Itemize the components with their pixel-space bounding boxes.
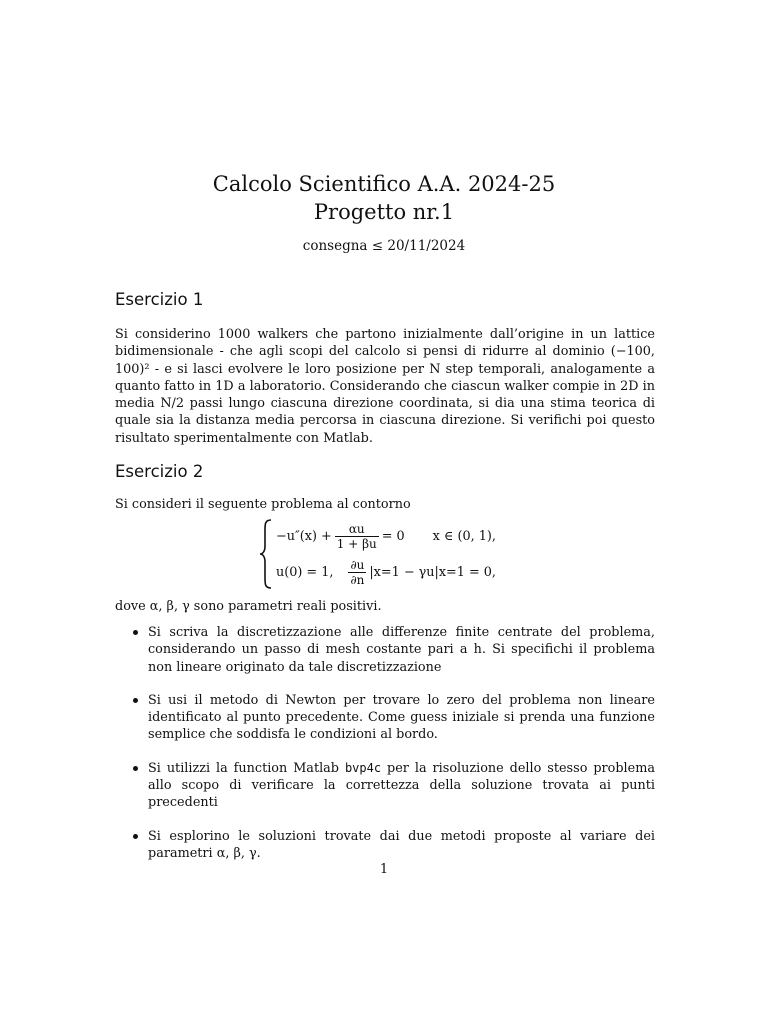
document-title: Calcolo Scientifico A.A. 2024-25 [212, 172, 556, 196]
eq2-frac-denominator: ∂n [350, 573, 365, 587]
bullet-icon [133, 834, 138, 839]
bullet-icon [133, 630, 138, 635]
eq2-rest: |x=1 − γu|x=1 = 0, [369, 565, 496, 580]
eq1-frac-denominator: 1 + βu [336, 537, 377, 551]
title-block [0, 170, 768, 226]
eq1-domain: x ∈ (0, 1), [432, 529, 496, 544]
eq1-frac-numerator: αu [348, 522, 365, 536]
bullet-icon [133, 766, 138, 771]
eq2-lhs: u(0) = 1, [276, 565, 334, 580]
bullet-text: Si esplorino le soluzioni trovate dai due metodi proposte al variare dei parametri α, β, γ. [148, 828, 655, 861]
exercise1-heading: Esercizio 1 [115, 290, 204, 309]
list-item [115, 692, 655, 744]
list-item [115, 828, 655, 863]
page-number: 1 [379, 862, 389, 877]
left-brace-icon [258, 518, 274, 590]
eq1-rhs: = 0 [381, 529, 405, 544]
bullet-text: Si usi il metodo di Newton per trovare lo zero del problema non lineare identificato al punto precedente. Come guess iniziale si prenda una funzione semplice che soddisfa le condizioni al bordo. [148, 692, 655, 743]
document-subtitle: Progetto nr.1 [313, 200, 455, 224]
deadline-line: consegna ≤ 20/11/2024 [302, 238, 466, 254]
exercise2-heading: Esercizio 2 [115, 462, 204, 481]
equation-row-1 [276, 522, 496, 551]
list-item [115, 760, 655, 812]
bullet-text: Si utilizzi la function Matlab [148, 760, 345, 776]
boundary-value-problem [258, 518, 548, 590]
equation-row-2 [276, 558, 496, 587]
code-bvp4c: bvp4c [344, 760, 382, 775]
bullet-icon [133, 698, 138, 703]
eq1-lhs: −u″(x) + [276, 529, 332, 544]
bullet-text-after: per la risoluzione dello stesso problema allo scopo di verificare la correttezza della soluzione trovata ai punti precedenti [148, 760, 655, 811]
eq2-fraction [348, 558, 366, 587]
list-item [115, 624, 655, 676]
bullet-text: Si scriva la discretizzazione alle differenze finite centrate del problema, considerando un passo di mesh costante pari a h. Si specifichi il problema non lineare originato da tale discretizzazione [148, 625, 655, 675]
task-list [115, 624, 655, 878]
eq1-fraction [335, 522, 379, 551]
exercise2-intro: Si consideri il seguente problema al contorno [115, 497, 411, 512]
parameters-text: dove α, β, γ sono parametri reali positivi. [115, 599, 382, 614]
eq2-frac-numerator: ∂u [350, 558, 365, 572]
exercise1-text: Si considerino 1000 walkers che partono inizialmente dall’origine in un lattice bidimensionale - che agli scopi del calcolo si pensi di ridurre al dominio (−100, 100)² - e si lasci evolvere le loro posizione per N step temporali, analogamente a quanto fatto in 1D a laboratorio. Considerando che ciascun walker compie in 2D in media N/2 passi lungo ciascuna direzione coordinata, si dia una stima teorica di quale sia la distanza media percorsa in ciascuna direzione. Si verifichi poi questo risultato sperimentalmente con Matlab. [115, 327, 655, 446]
